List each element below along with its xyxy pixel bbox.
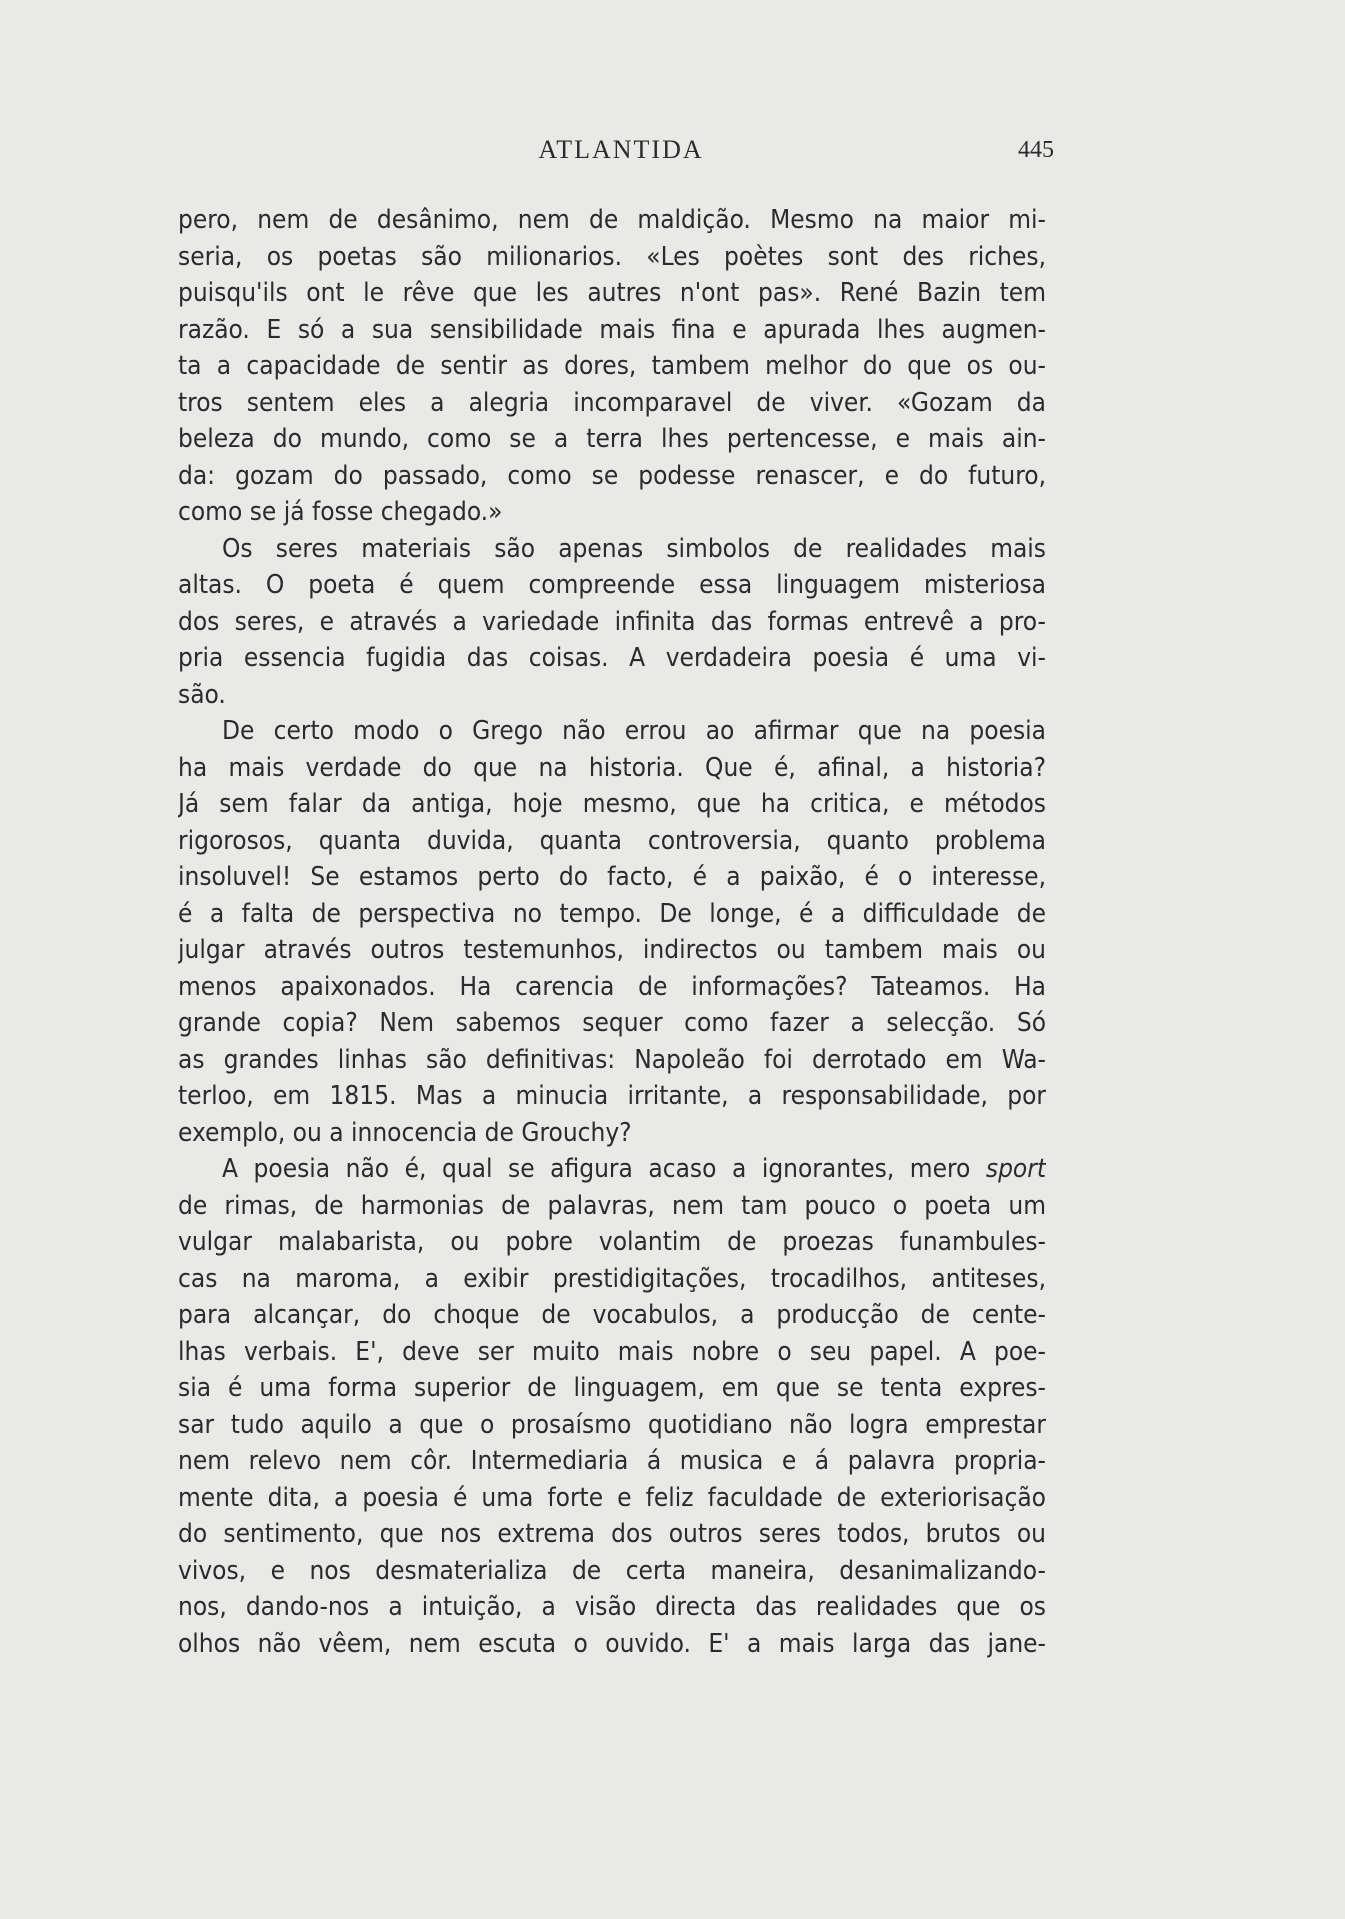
text-line-content: grande copia? Nem sabemos sequer como fazer a selecção. Só [178, 1008, 1046, 1038]
text-line-content: A poesia não é, qual se afigura acaso a ignorantes, mero [222, 1154, 971, 1184]
text-line [178, 385, 1046, 422]
text-line-content: ta a capacidade de sentir as dores, tambem melhor do que os ou- [178, 351, 1046, 381]
text-line [178, 531, 1046, 568]
text-line [178, 677, 1046, 714]
body-text [178, 202, 1046, 1662]
text-line-content: olhos não vêem, nem escuta o ouvido. E' a mais larga das jane- [178, 1628, 1046, 1659]
text-line [178, 1480, 1046, 1517]
text-line-content: rigorosos, quanta duvida, quanta controversia, quanto problema [178, 825, 1046, 856]
text-line [178, 932, 1046, 969]
text-line-content: sar tudo aquilo a que o prosaísmo quotidiano não logra emprestar [178, 1409, 1046, 1440]
text-line-content: Já sem falar da antiga, hoje mesmo, que ha critica, e métodos [178, 789, 1046, 819]
text-line [178, 458, 1046, 495]
text-line-content: De certo modo o Grego não errou ao afirmar que na poesia [222, 716, 1046, 746]
text-line-content: lhas verbais. E', deve ser muito mais nobre o seu papel. A poe- [178, 1336, 1046, 1367]
text-line-content: de rimas, de harmonias de palavras, nem tam pouco o poeta um [178, 1190, 1046, 1221]
text-line [178, 1188, 1046, 1225]
text-line [178, 604, 1046, 641]
text-line [178, 275, 1046, 312]
text-line-content: mente dita, a poesia é uma forte e feliz faculdade de exteriorisação [178, 1482, 1046, 1513]
journal-title: ATLANTIDA [538, 135, 704, 164]
text-line [178, 969, 1046, 1006]
text-line [178, 1261, 1046, 1298]
text-line [178, 1443, 1046, 1480]
text-line [178, 1334, 1046, 1371]
text-line [178, 713, 1046, 750]
text-line [178, 1553, 1046, 1590]
text-line-content: da: gozam do passado, como se podesse renascer, e do futuro, [178, 460, 1046, 491]
text-line [178, 312, 1046, 349]
text-line [178, 859, 1046, 896]
text-line [178, 239, 1046, 276]
text-line [178, 1516, 1046, 1553]
text-line-content: são. [178, 679, 226, 710]
text-line [178, 348, 1046, 385]
text-line-content: altas. O poeta é quem compreende essa linguagem misteriosa [178, 570, 1046, 600]
text-line-content: sia é uma forma superior de linguagem, em que se tenta expres- [178, 1373, 1046, 1403]
text-line-content: vivos, e nos desmaterializa de certa maneira, desanimalizando- [178, 1555, 1046, 1586]
text-line [178, 1115, 1046, 1152]
text-line [178, 1297, 1046, 1334]
text-line-content: é a falta de perspectiva no tempo. De longe, é a difficuldade de [178, 898, 1046, 929]
text-line [178, 1224, 1046, 1261]
text-line-content: pero, nem de desânimo, nem de maldição. Mesmo na maior mi- [178, 205, 1046, 235]
text-line [178, 1042, 1046, 1079]
running-head [178, 135, 1064, 175]
text-line-content: pria essencia fugidia das coisas. A verdadeira poesia é uma vi- [178, 643, 1046, 673]
text-line [178, 823, 1046, 860]
text-line [178, 1407, 1046, 1444]
text-line-content: cas na maroma, a exibir prestidigitações, trocadilhos, antiteses, [178, 1263, 1046, 1294]
text-line-content: Os seres materiais são apenas simbolos de realidades mais [222, 533, 1046, 564]
text-line [178, 421, 1046, 458]
text-line [178, 494, 1046, 531]
text-line-content: nos, dando-nos a intuição, a visão directa das realidades que os [178, 1592, 1046, 1622]
text-line-content: beleza do mundo, como se a terra lhes pertencesse, e mais ain- [178, 424, 1046, 454]
text-line [178, 567, 1046, 604]
italic-word: sport [985, 1154, 1046, 1184]
text-line-content: julgar através outros testemunhos, indirectos ou tambem mais ou [178, 935, 1046, 965]
text-line-content: ha mais verdade do que na historia. Que é, afinal, a historia? [178, 752, 1046, 783]
text-line [178, 640, 1046, 677]
text-line-content: como se já fosse chegado.» [178, 497, 503, 527]
text-line-content: dos seres, e através a variedade infinita das formas entrevê a pro- [178, 606, 1046, 637]
page-number: 445 [1018, 137, 1054, 163]
text-line-content: para alcançar, do choque de vocabulos, a producção de cente- [178, 1300, 1046, 1330]
text-line-content: insoluvel! Se estamos perto do facto, é a paixão, é o interesse, [178, 862, 1046, 892]
text-line [178, 1589, 1046, 1626]
text-line [178, 202, 1046, 239]
text-line [178, 1078, 1046, 1115]
text-line [178, 786, 1046, 823]
text-line-content: seria, os poetas são milionarios. «Les poètes sont des riches, [178, 241, 1046, 272]
text-line-content: nem relevo nem côr. Intermediaria á musica e á palavra propria- [178, 1446, 1046, 1476]
text-line [178, 1151, 1046, 1188]
text-line-content: menos apaixonados. Ha carencia de informações? Tateamos. Ha [178, 971, 1046, 1002]
text-line-content: vulgar malabarista, ou pobre volantim de proezas funambules- [178, 1227, 1046, 1257]
text-line [178, 1626, 1046, 1663]
text-line-content: terloo, em 1815. Mas a minucia irritante, a responsabilidade, por [178, 1081, 1046, 1111]
text-line [178, 750, 1046, 787]
text-line-content: puisqu'ils ont le rêve que les autres n'ont pas». René Bazin tem [178, 278, 1046, 308]
text-line [178, 1005, 1046, 1042]
text-line [178, 1370, 1046, 1407]
text-line [178, 896, 1046, 933]
text-line-content: exemplo, ou a innocencia de Grouchy? [178, 1117, 632, 1148]
text-line-content: tros sentem eles a alegria incomparavel de viver. «Gozam da [178, 387, 1046, 418]
text-line-content: do sentimento, que nos extrema dos outros seres todos, brutos ou [178, 1519, 1046, 1549]
text-line-content: as grandes linhas são definitivas: Napoleão foi derrotado em Wa- [178, 1044, 1046, 1075]
text-line-content: razão. E só a sua sensibilidade mais fina e apurada lhes augmen- [178, 314, 1046, 345]
